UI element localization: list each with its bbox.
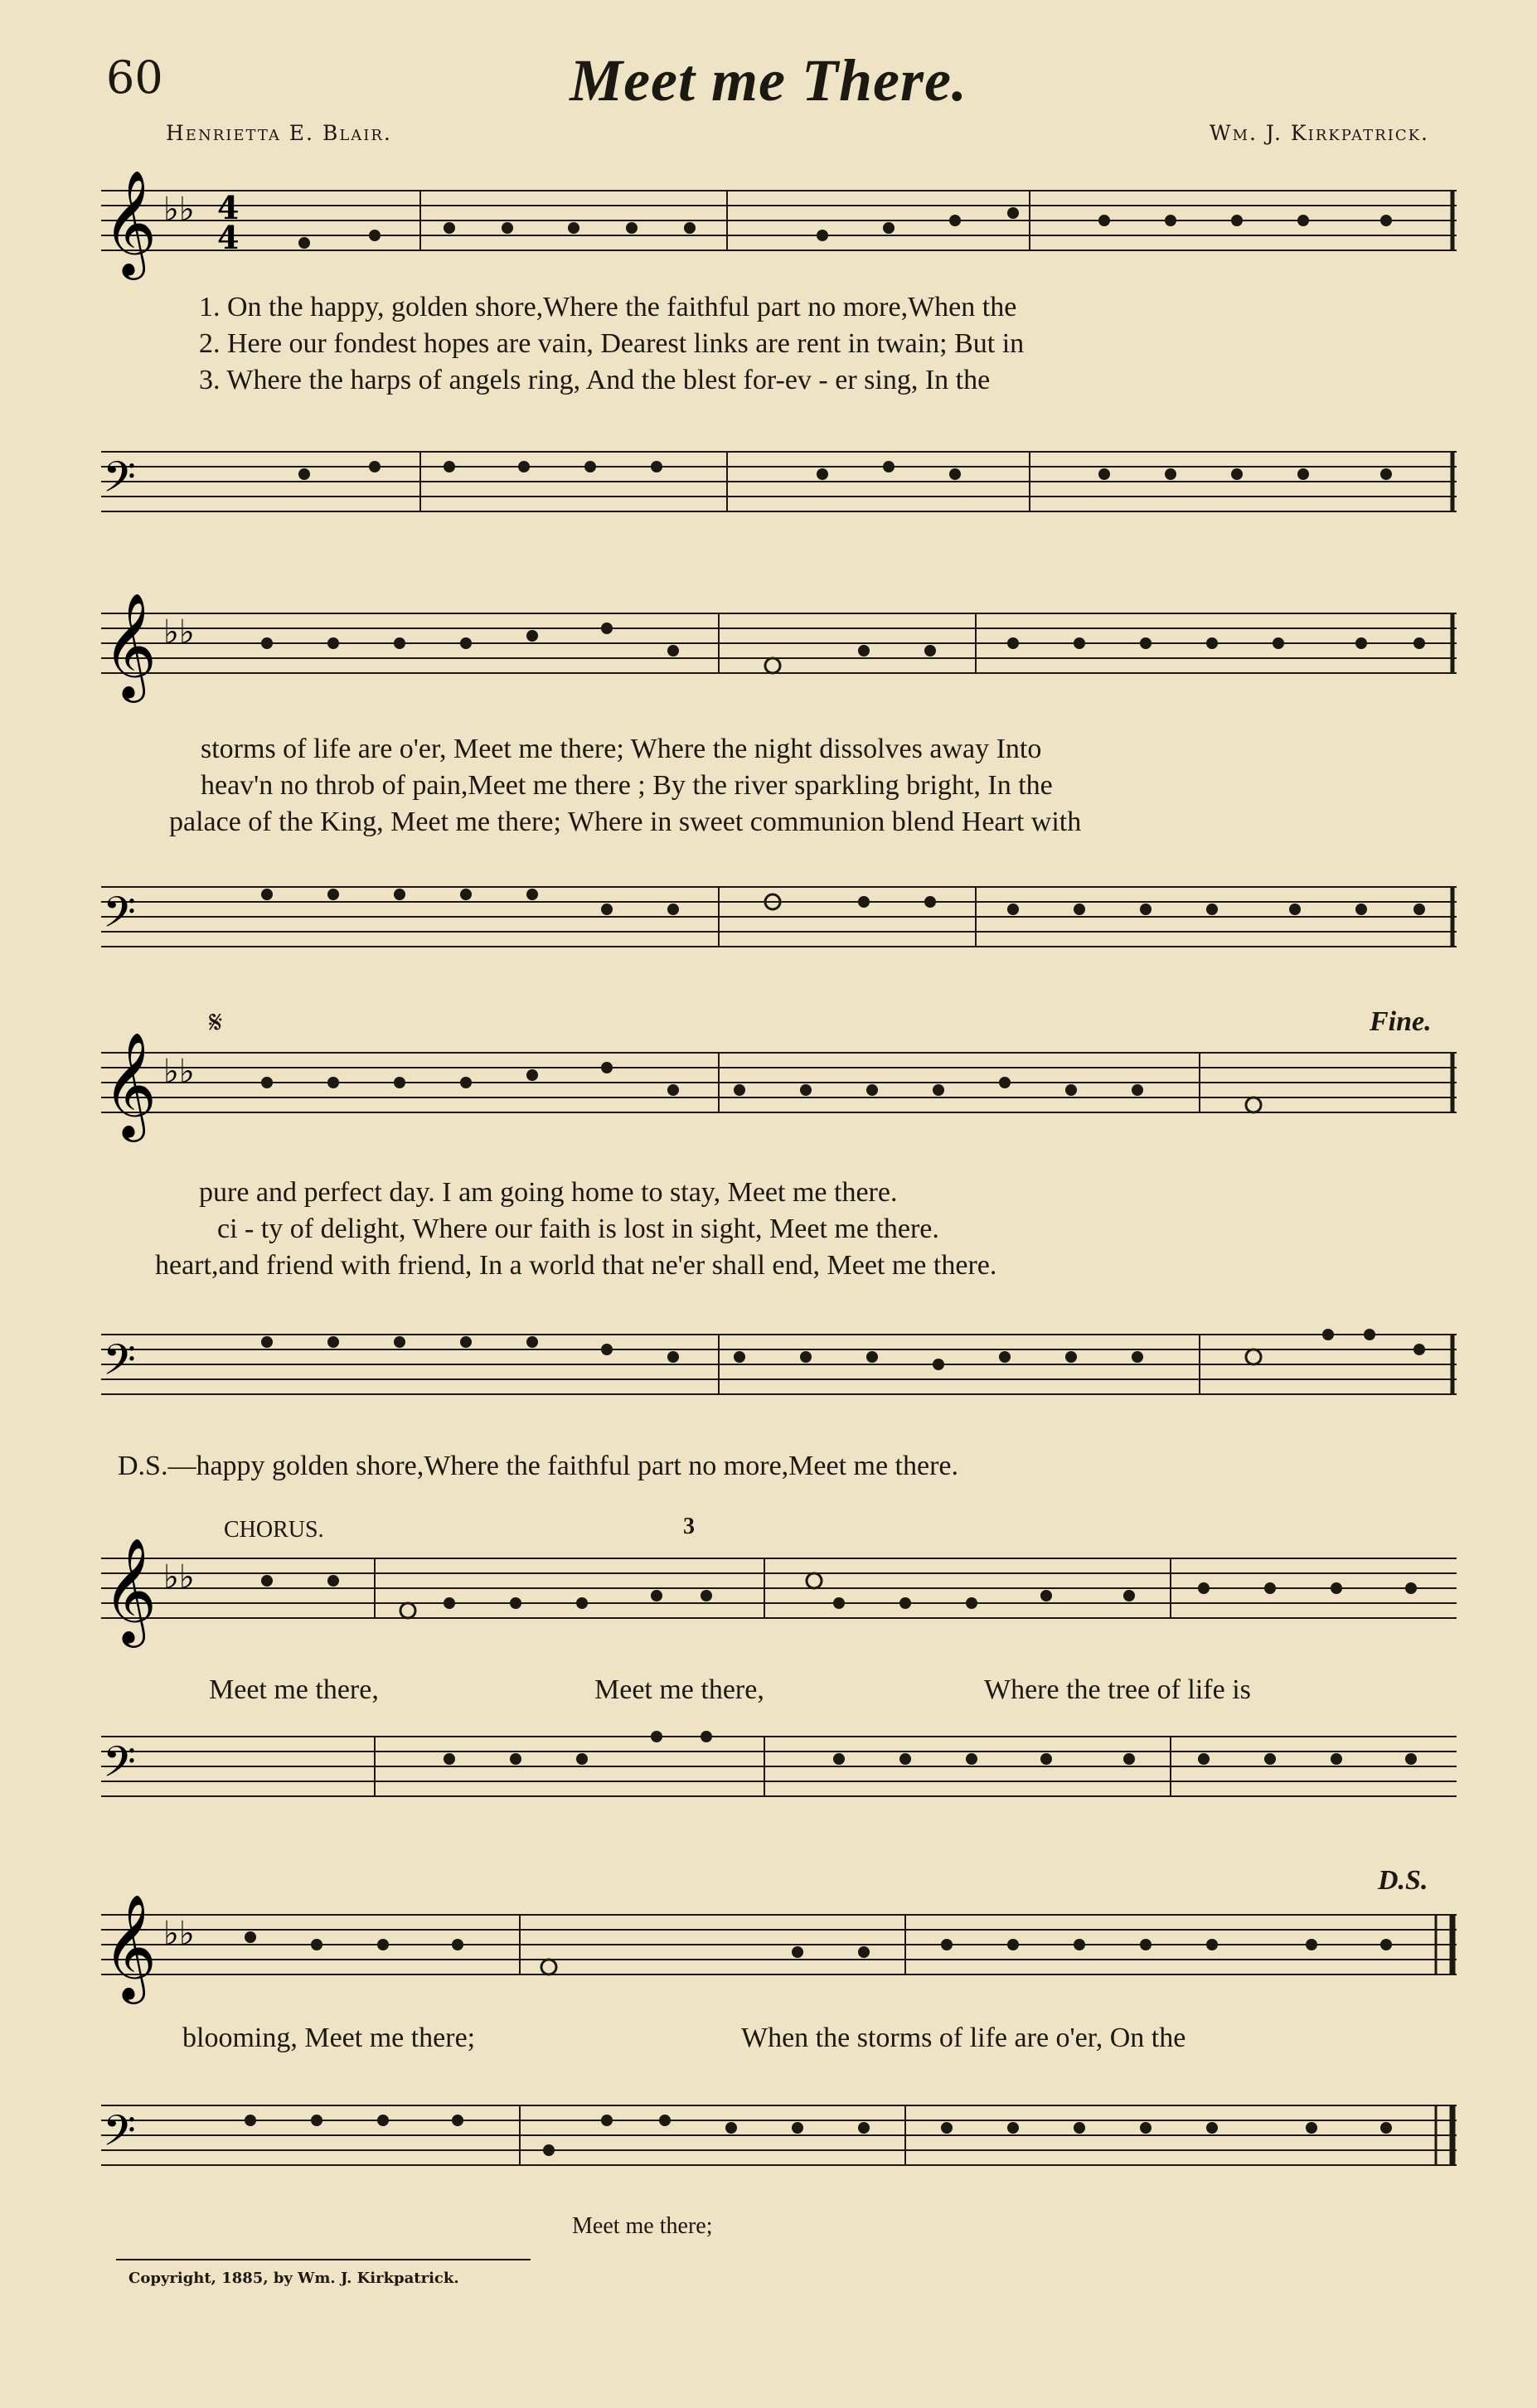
svg-text:𝄢: 𝄢 (103, 2105, 136, 2166)
chorus-lyric-a: Meet me there, (209, 1674, 379, 1705)
svg-text:♭♭: ♭♭ (163, 613, 195, 652)
system-2-line-2: heav'n no throb of pain,Meet me there ; By the river sparkling bright, In the (201, 770, 1053, 801)
svg-text:𝄞: 𝄞 (103, 592, 158, 698)
song-title: Meet me There. (570, 47, 967, 114)
system-3-line-3: heart,and friend with friend, In a world that ne'er shall end, Meet me there. (155, 1250, 997, 1281)
ds-mark: D.S. (1378, 1865, 1428, 1896)
page-number: 60 (106, 51, 163, 104)
composer-credit: Wm. J. Kirkpatrick. (1209, 121, 1429, 145)
verse-1-line: 1. On the happy, golden shore,Where the faithful part no more,When the (199, 292, 1017, 322)
svg-text:𝄢: 𝄢 (103, 887, 136, 947)
chorus2-lyric-b: When the storms of life are o'er, On the (741, 2023, 1186, 2053)
copyright-footer: Copyright, 1885, by Wm. J. Kirkpatrick. (128, 2270, 459, 2287)
svg-text:4: 4 (217, 189, 240, 226)
bass-staff (93, 1326, 1461, 1426)
system-2-line-3: palace of the King, Meet me there; Where in sweet communion blend Heart with (169, 807, 1082, 837)
treble-staff (93, 1537, 1461, 1658)
svg-text:♭♭: ♭♭ (163, 1558, 195, 1596)
svg-text:4: 4 (217, 219, 240, 256)
bass-staff (93, 1728, 1461, 1828)
bass-echo-lyric: Meet me there; (572, 2213, 713, 2239)
svg-text:♭♭: ♭♭ (163, 1915, 195, 1953)
system-3-line-2: ci - ty of delight, Where our faith is lost in sight, Meet me there. (217, 1214, 939, 1244)
svg-text:𝄢: 𝄢 (103, 452, 136, 512)
system-3-line-1: pure and perfect day. I am going home to stay, Meet me there. (199, 1177, 898, 1208)
bass-staff (93, 2097, 1461, 2197)
triplet-mark: 3 (683, 1514, 695, 1539)
verse-3-line: 3. Where the harps of angels ring, And the blest for-ev - er sing, In the (199, 365, 991, 395)
svg-text:♭♭: ♭♭ (163, 1053, 195, 1091)
fine-mark: Fine. (1370, 1006, 1432, 1037)
footer-rule (116, 2259, 531, 2260)
ds-lyric-line: D.S.—happy golden shore,Where the faithful part no more,Meet me there. (118, 1451, 959, 1481)
chorus-lyric-b: Meet me there, (594, 1674, 764, 1705)
svg-text:𝄞: 𝄞 (103, 1893, 158, 1999)
segno-mark: 𝄋 (209, 1005, 223, 1040)
treble-staff (93, 592, 1461, 713)
verse-2-line: 2. Here our fondest hopes are vain, Dearest links are rent in twain; But in (199, 328, 1025, 359)
svg-text:𝄞: 𝄞 (103, 169, 158, 275)
svg-text:𝄞: 𝄞 (103, 1537, 158, 1643)
svg-text:♭♭: ♭♭ (163, 191, 195, 229)
bass-staff (93, 879, 1461, 978)
chorus-lyric-c: Where the tree of life is (984, 1674, 1251, 1705)
system-2-line-1: storms of life are o'er, Meet me there; Where the night dissolves away Into (201, 734, 1042, 764)
treble-staff (93, 1893, 1461, 2014)
chorus-label: CHORUS. (224, 1517, 324, 1543)
svg-text:𝄢: 𝄢 (103, 1335, 136, 1395)
treble-staff (93, 1031, 1461, 1152)
chorus2-lyric-a: blooming, Meet me there; (182, 2023, 476, 2053)
svg-text:𝄢: 𝄢 (103, 1737, 136, 1797)
bass-staff (93, 443, 1461, 543)
lyricist-credit: Henrietta E. Blair. (166, 121, 392, 145)
svg-text:𝄞: 𝄞 (103, 1031, 158, 1137)
treble-staff (93, 169, 1461, 290)
